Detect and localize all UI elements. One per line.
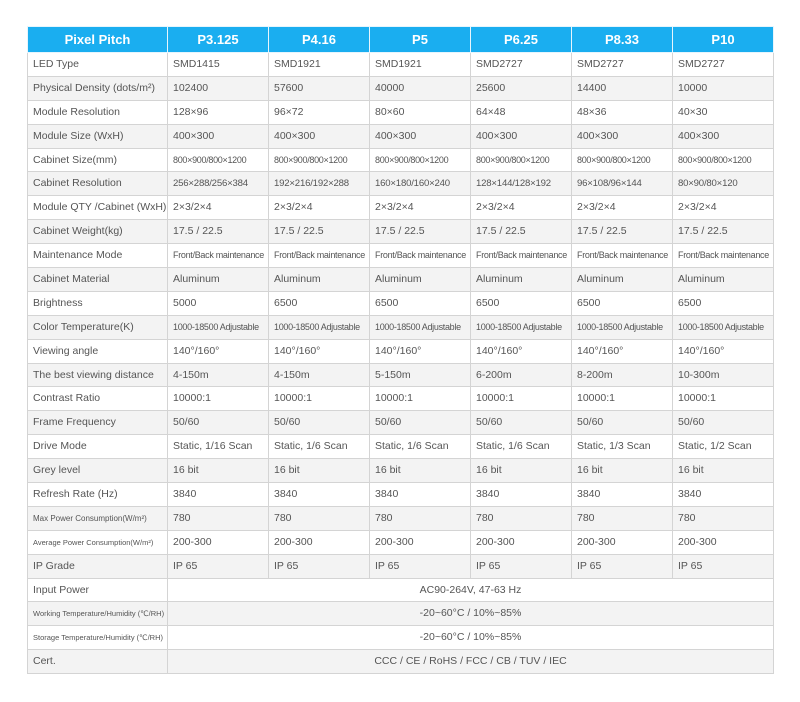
cell-value: 16 bit [673,459,774,483]
cell-value: IP 65 [370,554,471,578]
cell-value: 40×30 [673,100,774,124]
cell-value: 10000:1 [572,387,673,411]
cell-value: 5-150m [370,363,471,387]
table-row [28,530,774,554]
cell-value: Front/Back maintenance [673,244,774,268]
cell-value: 2×3/2×4 [168,196,269,220]
cell-value: Static, 1/16 Scan [168,435,269,459]
cell-value: 400×300 [572,124,673,148]
cell-value: IP 65 [673,554,774,578]
table-row [28,244,774,268]
cell-value: 6500 [471,291,572,315]
cell-value: 140°/160° [471,339,572,363]
cell-value: 17.5 / 22.5 [269,220,370,244]
cell-value: 200-300 [168,530,269,554]
spanned-value: CCC / CE / RoHS / FCC / CB / TUV / IEC [168,650,774,674]
row-label: Max Power Consumption(W/m²) [28,506,168,530]
cell-value: 2×3/2×4 [269,196,370,220]
cell-value: 50/60 [572,411,673,435]
header-model: P10 [673,27,774,53]
cell-value: SMD1921 [370,53,471,77]
table-row [28,339,774,363]
table-row [28,172,774,196]
cell-value: 10000:1 [269,387,370,411]
cell-value: 140°/160° [269,339,370,363]
cell-value: 50/60 [269,411,370,435]
cell-value: 1000-18500 Adjustable [471,315,572,339]
cell-value: 5000 [168,291,269,315]
cell-value: 16 bit [168,459,269,483]
spanned-value: -20~60°C / 10%~85% [168,602,774,626]
cell-value: 57600 [269,76,370,100]
cell-value: 50/60 [673,411,774,435]
cell-value: 3840 [370,483,471,507]
cell-value: Front/Back maintenance [572,244,673,268]
cell-value: 50/60 [168,411,269,435]
row-label: Frame Frequency [28,411,168,435]
row-label: Contrast Ratio [28,387,168,411]
cell-value: IP 65 [572,554,673,578]
table-row [28,602,774,626]
cell-value: 10000 [673,76,774,100]
cell-value: Static, 1/3 Scan [572,435,673,459]
cell-value: 140°/160° [673,339,774,363]
cell-value: Aluminum [269,268,370,292]
table-row [28,291,774,315]
cell-value: 140°/160° [370,339,471,363]
table-row [28,100,774,124]
cell-value: 6500 [572,291,673,315]
cell-value: 96×108/96×144 [572,172,673,196]
row-label: Module QTY /Cabinet (WxH) [28,196,168,220]
cell-value: Front/Back maintenance [168,244,269,268]
cell-value: Static, 1/6 Scan [471,435,572,459]
cell-value: 780 [572,506,673,530]
table-row [28,76,774,100]
table-row [28,626,774,650]
row-label: Working Temperature/Humidity (℃/RH) [28,602,168,626]
cell-value: 10000:1 [673,387,774,411]
cell-value: 200-300 [370,530,471,554]
cell-value: 800×900/800×1200 [168,148,269,172]
cell-value: 16 bit [572,459,673,483]
cell-value: 10000:1 [471,387,572,411]
cell-value: Aluminum [471,268,572,292]
row-label: Brightness [28,291,168,315]
cell-value: 400×300 [269,124,370,148]
cell-value: 2×3/2×4 [370,196,471,220]
cell-value: SMD2727 [673,53,774,77]
header-model: P8.33 [572,27,673,53]
cell-value: 1000-18500 Adjustable [269,315,370,339]
cell-value: 4-150m [269,363,370,387]
cell-value: 192×216/192×288 [269,172,370,196]
cell-value: 16 bit [370,459,471,483]
cell-value: 1000-18500 Adjustable [673,315,774,339]
table-row [28,220,774,244]
row-label: Input Power [28,578,168,602]
header-label: Pixel Pitch [28,27,168,53]
cell-value: IP 65 [471,554,572,578]
cell-value: 780 [471,506,572,530]
cell-value: 17.5 / 22.5 [572,220,673,244]
cell-value: Aluminum [572,268,673,292]
cell-value: 6500 [673,291,774,315]
table-row [28,554,774,578]
row-label: Cabinet Material [28,268,168,292]
header-model: P5 [370,27,471,53]
cell-value: 1000-18500 Adjustable [370,315,471,339]
cell-value: 140°/160° [572,339,673,363]
cell-value: 17.5 / 22.5 [370,220,471,244]
table-row [28,315,774,339]
cell-value: Aluminum [168,268,269,292]
cell-value: SMD2727 [471,53,572,77]
cell-value: 10000:1 [168,387,269,411]
cell-value: 800×900/800×1200 [673,148,774,172]
cell-value: 14400 [572,76,673,100]
row-label: Drive Mode [28,435,168,459]
cell-value: 3840 [572,483,673,507]
cell-value: Static, 1/6 Scan [370,435,471,459]
row-label: Cert. [28,650,168,674]
row-label: Grey level [28,459,168,483]
cell-value: 2×3/2×4 [673,196,774,220]
cell-value: 200-300 [269,530,370,554]
cell-value: 160×180/160×240 [370,172,471,196]
cell-value: Static, 1/6 Scan [269,435,370,459]
header-model: P3.125 [168,27,269,53]
cell-value: 140°/160° [168,339,269,363]
cell-value: 256×288/256×384 [168,172,269,196]
cell-value: 800×900/800×1200 [269,148,370,172]
row-label: Module Resolution [28,100,168,124]
row-label: Color Temperature(K) [28,315,168,339]
cell-value: 17.5 / 22.5 [673,220,774,244]
cell-value: SMD1921 [269,53,370,77]
row-label: The best viewing distance [28,363,168,387]
row-label: Cabinet Weight(kg) [28,220,168,244]
spec-body [28,53,774,674]
cell-value: 102400 [168,76,269,100]
cell-value: 200-300 [471,530,572,554]
spanned-value: AC90-264V, 47-63 Hz [168,578,774,602]
row-label: Viewing angle [28,339,168,363]
cell-value: 780 [370,506,471,530]
cell-value: 8-200m [572,363,673,387]
cell-value: 800×900/800×1200 [370,148,471,172]
cell-value: Aluminum [370,268,471,292]
cell-value: 780 [269,506,370,530]
row-label: IP Grade [28,554,168,578]
table-row [28,459,774,483]
header-model: P6.25 [471,27,572,53]
cell-value: 4-150m [168,363,269,387]
cell-value: 10-300m [673,363,774,387]
cell-value: 2×3/2×4 [572,196,673,220]
cell-value: Front/Back maintenance [471,244,572,268]
table-row [28,483,774,507]
header-row [28,27,774,53]
cell-value: 40000 [370,76,471,100]
cell-value: 3840 [269,483,370,507]
table-row [28,124,774,148]
cell-value: 400×300 [673,124,774,148]
cell-value: Front/Back maintenance [269,244,370,268]
cell-value: 80×90/80×120 [673,172,774,196]
row-label: Cabinet Resolution [28,172,168,196]
spanned-value: -20~60°C / 10%~85% [168,626,774,650]
cell-value: 780 [168,506,269,530]
cell-value: 25600 [471,76,572,100]
cell-value: 50/60 [370,411,471,435]
table-row [28,387,774,411]
table-row [28,268,774,292]
row-label: Physical Density (dots/m²) [28,76,168,100]
cell-value: Front/Back maintenance [370,244,471,268]
row-label: Refresh Rate (Hz) [28,483,168,507]
spec-table [27,26,774,674]
cell-value: 400×300 [370,124,471,148]
table-row [28,196,774,220]
row-label: Storage Temperature/Humidity (℃/RH) [28,626,168,650]
cell-value: 96×72 [269,100,370,124]
row-label: Average Power Consumption(W/m²) [28,530,168,554]
cell-value: SMD2727 [572,53,673,77]
cell-value: 800×900/800×1200 [471,148,572,172]
cell-value: 50/60 [471,411,572,435]
cell-value: IP 65 [269,554,370,578]
cell-value: 6-200m [471,363,572,387]
cell-value: 3840 [673,483,774,507]
cell-value: 17.5 / 22.5 [168,220,269,244]
row-label: Cabinet Size(mm) [28,148,168,172]
cell-value: 64×48 [471,100,572,124]
cell-value: 3840 [168,483,269,507]
row-label: LED Type [28,53,168,77]
cell-value: Aluminum [673,268,774,292]
cell-value: 10000:1 [370,387,471,411]
cell-value: SMD1415 [168,53,269,77]
cell-value: 48×36 [572,100,673,124]
row-label: Maintenance Mode [28,244,168,268]
cell-value: 17.5 / 22.5 [471,220,572,244]
cell-value: 800×900/800×1200 [572,148,673,172]
table-row [28,411,774,435]
table-row [28,506,774,530]
cell-value: 128×144/128×192 [471,172,572,196]
cell-value: 200-300 [673,530,774,554]
cell-value: 3840 [471,483,572,507]
cell-value: 16 bit [471,459,572,483]
cell-value: Static, 1/2 Scan [673,435,774,459]
table-row [28,578,774,602]
header-model: P4.16 [269,27,370,53]
row-label: Module Size (WxH) [28,124,168,148]
cell-value: 200-300 [572,530,673,554]
cell-value: 6500 [370,291,471,315]
table-row [28,363,774,387]
cell-value: 2×3/2×4 [471,196,572,220]
cell-value: IP 65 [168,554,269,578]
cell-value: 400×300 [471,124,572,148]
cell-value: 6500 [269,291,370,315]
cell-value: 1000-18500 Adjustable [572,315,673,339]
cell-value: 128×96 [168,100,269,124]
cell-value: 400×300 [168,124,269,148]
cell-value: 80×60 [370,100,471,124]
table-row [28,650,774,674]
table-row [28,148,774,172]
cell-value: 16 bit [269,459,370,483]
cell-value: 1000-18500 Adjustable [168,315,269,339]
cell-value: 780 [673,506,774,530]
table-row [28,435,774,459]
table-row [28,53,774,77]
